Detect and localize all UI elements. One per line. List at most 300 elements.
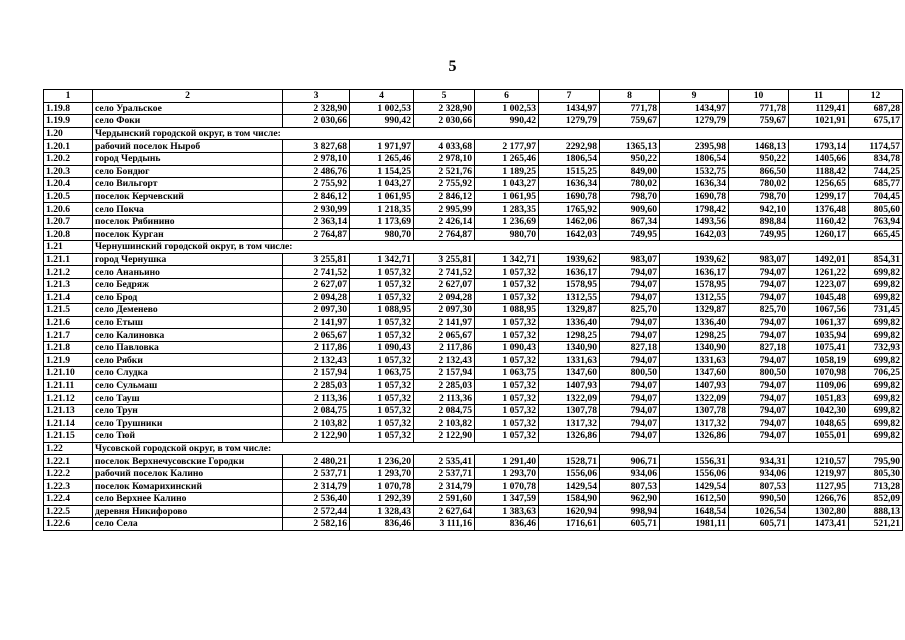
value-cell: 1256,65 xyxy=(789,178,849,191)
value-cell: 2 285,03 xyxy=(414,379,475,392)
value-cell: 962,90 xyxy=(600,493,660,506)
value-cell: 2 157,94 xyxy=(283,367,350,380)
value-cell: 2 065,67 xyxy=(283,329,350,342)
value-cell: 1 383,63 xyxy=(475,505,539,518)
value-cell: 1 236,69 xyxy=(475,215,539,228)
value-cell: 1 342,71 xyxy=(350,253,414,266)
table-row xyxy=(44,404,903,417)
settlement-name-cell: село Фоки xyxy=(93,115,283,128)
value-cell: 794,07 xyxy=(729,379,789,392)
settlement-name-cell: село Деменево xyxy=(93,304,283,317)
settlement-name-cell: село Вильгорт xyxy=(93,178,283,191)
value-cell: 699,82 xyxy=(849,392,903,405)
row-number-cell: 1.21.12 xyxy=(44,392,93,405)
table-row xyxy=(44,392,903,405)
value-cell: 1556,06 xyxy=(539,467,600,480)
value-cell: 794,07 xyxy=(729,354,789,367)
row-number-cell: 1.21.15 xyxy=(44,430,93,443)
value-cell: 1317,32 xyxy=(539,417,600,430)
row-number-cell: 1.22.4 xyxy=(44,493,93,506)
value-cell: 1 189,25 xyxy=(475,165,539,178)
value-cell: 1129,41 xyxy=(789,102,849,115)
value-cell: 2 113,36 xyxy=(283,392,350,405)
value-cell: 836,46 xyxy=(475,518,539,531)
value-cell: 1331,63 xyxy=(660,354,729,367)
value-cell: 706,25 xyxy=(849,367,903,380)
value-cell: 685,77 xyxy=(849,178,903,191)
value-cell: 1 328,43 xyxy=(350,505,414,518)
value-cell: 794,07 xyxy=(600,392,660,405)
value-cell: 1 090,43 xyxy=(475,341,539,354)
table-header-row xyxy=(44,90,903,103)
value-cell: 1 218,35 xyxy=(350,203,414,216)
value-cell: 1261,22 xyxy=(789,266,849,279)
value-cell: 687,28 xyxy=(849,102,903,115)
row-number-cell: 1.20.5 xyxy=(44,190,93,203)
value-cell: 2 122,90 xyxy=(283,430,350,443)
value-cell: 1347,60 xyxy=(539,367,600,380)
row-number-cell: 1.21.14 xyxy=(44,417,93,430)
value-cell: 1532,75 xyxy=(660,165,729,178)
value-cell: 909,60 xyxy=(600,203,660,216)
value-cell: 798,70 xyxy=(600,190,660,203)
value-cell: 1 265,46 xyxy=(475,152,539,165)
table-row xyxy=(44,102,903,115)
value-cell: 1 293,70 xyxy=(350,467,414,480)
table-row xyxy=(44,480,903,493)
value-cell: 1 057,32 xyxy=(475,392,539,405)
value-cell: 1 070,78 xyxy=(350,480,414,493)
value-cell: 805,30 xyxy=(849,467,903,480)
row-number-cell: 1.20.1 xyxy=(44,140,93,153)
value-cell: 1109,06 xyxy=(789,379,849,392)
value-cell: 1515,25 xyxy=(539,165,600,178)
value-cell: 1340,90 xyxy=(539,341,600,354)
value-cell: 798,70 xyxy=(729,190,789,203)
value-cell: 2 157,94 xyxy=(414,367,475,380)
value-cell: 605,71 xyxy=(729,518,789,531)
value-cell: 2 846,12 xyxy=(414,190,475,203)
value-cell: 1347,60 xyxy=(660,367,729,380)
table-row xyxy=(44,304,903,317)
value-cell: 1 057,32 xyxy=(475,278,539,291)
value-cell: 1636,17 xyxy=(539,266,600,279)
column-header-2: 2 xyxy=(93,90,283,103)
value-cell: 1331,63 xyxy=(539,354,600,367)
value-cell: 794,07 xyxy=(729,316,789,329)
value-cell: 1266,76 xyxy=(789,493,849,506)
value-cell: 1434,97 xyxy=(539,102,600,115)
value-cell: 1493,56 xyxy=(660,215,729,228)
value-cell: 1690,78 xyxy=(539,190,600,203)
column-header-11: 11 xyxy=(789,90,849,103)
table-row xyxy=(44,316,903,329)
settlement-name-cell: село Ананьино xyxy=(93,266,283,279)
value-cell: 1058,19 xyxy=(789,354,849,367)
value-cell: 1 061,95 xyxy=(350,190,414,203)
row-number-cell: 1.22 xyxy=(44,442,93,455)
row-number-cell: 1.21.11 xyxy=(44,379,93,392)
value-cell: 1 057,32 xyxy=(350,266,414,279)
value-cell: 2 122,90 xyxy=(414,430,475,443)
value-cell: 1210,57 xyxy=(789,455,849,468)
value-cell: 1806,54 xyxy=(539,152,600,165)
value-cell: 1468,13 xyxy=(729,140,789,153)
value-cell: 1326,86 xyxy=(539,430,600,443)
value-cell: 934,06 xyxy=(600,467,660,480)
value-cell: 699,82 xyxy=(849,379,903,392)
table-row xyxy=(44,505,903,518)
row-number-cell: 1.22.6 xyxy=(44,518,93,531)
value-cell: 699,82 xyxy=(849,430,903,443)
value-cell: 3 255,81 xyxy=(414,253,475,266)
settlement-name-cell: рабочий поселок Ныроб xyxy=(93,140,283,153)
value-cell: 1 061,95 xyxy=(475,190,539,203)
value-cell: 2 030,66 xyxy=(283,115,350,128)
value-cell: 1 043,27 xyxy=(475,178,539,191)
value-cell: 1 057,32 xyxy=(475,430,539,443)
value-cell: 1336,40 xyxy=(539,316,600,329)
value-cell: 2 627,07 xyxy=(414,278,475,291)
value-cell: 2 426,14 xyxy=(414,215,475,228)
value-cell: 1 236,20 xyxy=(350,455,414,468)
value-cell: 699,82 xyxy=(849,329,903,342)
value-cell: 942,10 xyxy=(729,203,789,216)
value-cell: 2395,98 xyxy=(660,140,729,153)
value-cell: 1299,17 xyxy=(789,190,849,203)
settlement-name-cell: село Покча xyxy=(93,203,283,216)
value-cell: 1473,41 xyxy=(789,518,849,531)
value-cell: 2 117,86 xyxy=(283,341,350,354)
value-cell: 699,82 xyxy=(849,291,903,304)
value-cell: 1578,95 xyxy=(539,278,600,291)
value-cell: 749,95 xyxy=(729,228,789,241)
value-cell: 800,50 xyxy=(729,367,789,380)
value-cell: 950,22 xyxy=(729,152,789,165)
table-row xyxy=(44,228,903,241)
settlement-name-cell: село Рябки xyxy=(93,354,283,367)
value-cell: 2 103,82 xyxy=(283,417,350,430)
value-cell: 3 827,68 xyxy=(283,140,350,153)
value-cell: 2 314,79 xyxy=(414,480,475,493)
value-cell: 699,82 xyxy=(849,316,903,329)
value-cell: 990,42 xyxy=(350,115,414,128)
table-row xyxy=(44,178,903,191)
value-cell: 794,07 xyxy=(600,354,660,367)
value-cell: 2 132,43 xyxy=(414,354,475,367)
column-header-9: 9 xyxy=(660,90,729,103)
value-cell: 1690,78 xyxy=(660,190,729,203)
value-cell: 2 755,92 xyxy=(414,178,475,191)
value-cell: 1434,97 xyxy=(660,102,729,115)
value-cell: 1620,94 xyxy=(539,505,600,518)
section-row xyxy=(44,442,903,455)
settlement-name-cell: город Чернушка xyxy=(93,253,283,266)
table-row xyxy=(44,291,903,304)
value-cell: 1298,25 xyxy=(539,329,600,342)
row-number-cell: 1.22.1 xyxy=(44,455,93,468)
value-cell: 704,45 xyxy=(849,190,903,203)
section-row xyxy=(44,241,903,254)
value-cell: 2 084,75 xyxy=(414,404,475,417)
value-cell: 1188,42 xyxy=(789,165,849,178)
value-cell: 1298,25 xyxy=(660,329,729,342)
value-cell: 1035,94 xyxy=(789,329,849,342)
value-cell: 1 088,95 xyxy=(350,304,414,317)
value-cell: 1026,54 xyxy=(729,505,789,518)
value-cell: 794,07 xyxy=(729,266,789,279)
settlement-name-cell: село Етыш xyxy=(93,316,283,329)
value-cell: 805,60 xyxy=(849,203,903,216)
value-cell: 794,07 xyxy=(600,329,660,342)
value-cell: 771,78 xyxy=(600,102,660,115)
settlement-name-cell: село Павловка xyxy=(93,341,283,354)
value-cell: 794,07 xyxy=(729,430,789,443)
value-cell: 1 173,69 xyxy=(350,215,414,228)
table-row xyxy=(44,329,903,342)
value-cell: 1051,83 xyxy=(789,392,849,405)
row-number-cell: 1.22.2 xyxy=(44,467,93,480)
column-header-6: 6 xyxy=(475,90,539,103)
settlement-name-cell: село Калиновка xyxy=(93,329,283,342)
value-cell: 1042,30 xyxy=(789,404,849,417)
value-cell: 983,07 xyxy=(600,253,660,266)
value-cell: 827,18 xyxy=(729,341,789,354)
value-cell: 1636,34 xyxy=(660,178,729,191)
table-row xyxy=(44,152,903,165)
value-cell: 2 141,97 xyxy=(414,316,475,329)
value-cell: 2 521,76 xyxy=(414,165,475,178)
value-cell: 825,70 xyxy=(600,304,660,317)
value-cell: 2 741,52 xyxy=(283,266,350,279)
value-cell: 759,67 xyxy=(600,115,660,128)
value-cell: 906,71 xyxy=(600,455,660,468)
row-number-cell: 1.21.8 xyxy=(44,341,93,354)
value-cell: 699,82 xyxy=(849,278,903,291)
value-cell: 2 117,86 xyxy=(414,341,475,354)
value-cell: 1219,97 xyxy=(789,467,849,480)
table-row xyxy=(44,467,903,480)
table-row xyxy=(44,430,903,443)
table-row xyxy=(44,518,903,531)
settlement-name-cell: поселок Верхнечусовские Городки xyxy=(93,455,283,468)
table-row xyxy=(44,417,903,430)
table-row xyxy=(44,115,903,128)
row-number-cell: 1.21.5 xyxy=(44,304,93,317)
value-cell: 1 063,75 xyxy=(350,367,414,380)
settlement-name-cell: село Сульмаш xyxy=(93,379,283,392)
value-cell: 2 572,44 xyxy=(283,505,350,518)
row-number-cell: 1.20.8 xyxy=(44,228,93,241)
value-cell: 2 627,07 xyxy=(283,278,350,291)
value-cell: 2 582,16 xyxy=(283,518,350,531)
value-cell: 1 057,32 xyxy=(350,379,414,392)
table-row xyxy=(44,341,903,354)
value-cell: 1 283,35 xyxy=(475,203,539,216)
value-cell: 794,07 xyxy=(729,329,789,342)
value-cell: 2 103,82 xyxy=(414,417,475,430)
value-cell: 521,21 xyxy=(849,518,903,531)
value-cell: 1939,62 xyxy=(660,253,729,266)
value-cell: 1 057,32 xyxy=(475,329,539,342)
value-cell: 854,31 xyxy=(849,253,903,266)
value-cell: 1340,90 xyxy=(660,341,729,354)
value-cell: 1322,09 xyxy=(539,392,600,405)
value-cell: 675,17 xyxy=(849,115,903,128)
value-cell: 807,53 xyxy=(729,480,789,493)
value-cell: 998,94 xyxy=(600,505,660,518)
value-cell: 1 057,32 xyxy=(350,354,414,367)
value-cell: 2 113,36 xyxy=(414,392,475,405)
value-cell: 888,13 xyxy=(849,505,903,518)
value-cell: 1329,87 xyxy=(539,304,600,317)
row-number-cell: 1.21 xyxy=(44,241,93,254)
value-cell: 1260,17 xyxy=(789,228,849,241)
value-cell: 2 537,71 xyxy=(414,467,475,480)
value-cell: 1612,50 xyxy=(660,493,729,506)
value-cell: 731,45 xyxy=(849,304,903,317)
value-cell: 3 255,81 xyxy=(283,253,350,266)
value-cell: 1556,06 xyxy=(660,467,729,480)
value-cell: 1 057,32 xyxy=(350,404,414,417)
value-cell: 1 057,32 xyxy=(350,417,414,430)
value-cell: 1578,95 xyxy=(660,278,729,291)
table-body xyxy=(44,90,903,531)
value-cell: 1160,42 xyxy=(789,215,849,228)
value-cell: 794,07 xyxy=(729,417,789,430)
value-cell: 4 033,68 xyxy=(414,140,475,153)
value-cell: 800,50 xyxy=(600,367,660,380)
value-cell: 1 057,32 xyxy=(475,354,539,367)
row-number-cell: 1.22.3 xyxy=(44,480,93,493)
value-cell: 1279,79 xyxy=(539,115,600,128)
value-cell: 1 265,46 xyxy=(350,152,414,165)
value-cell: 1322,09 xyxy=(660,392,729,405)
table-row xyxy=(44,190,903,203)
value-cell: 1636,17 xyxy=(660,266,729,279)
settlement-name-cell: село Тауш xyxy=(93,392,283,405)
value-cell: 1279,79 xyxy=(660,115,729,128)
settlement-name-cell: село Брод xyxy=(93,291,283,304)
value-cell: 2 328,90 xyxy=(283,102,350,115)
value-cell: 1648,54 xyxy=(660,505,729,518)
value-cell: 1 057,32 xyxy=(475,379,539,392)
value-cell: 2 764,87 xyxy=(414,228,475,241)
value-cell: 1174,57 xyxy=(849,140,903,153)
value-cell: 2 084,75 xyxy=(283,404,350,417)
value-cell: 2292,98 xyxy=(539,140,600,153)
value-cell: 898,84 xyxy=(729,215,789,228)
section-title-cell: Чердынский городской округ, в том числе: xyxy=(93,127,903,140)
value-cell: 2 537,71 xyxy=(283,467,350,480)
table-row xyxy=(44,203,903,216)
value-cell: 2 097,30 xyxy=(283,304,350,317)
value-cell: 794,07 xyxy=(600,404,660,417)
value-cell: 1307,78 xyxy=(539,404,600,417)
value-cell: 1 057,32 xyxy=(350,316,414,329)
settlement-name-cell: поселок Комарихинский xyxy=(93,480,283,493)
value-cell: 794,07 xyxy=(729,404,789,417)
value-cell: 1312,55 xyxy=(660,291,729,304)
value-cell: 794,07 xyxy=(729,278,789,291)
value-cell: 1642,03 xyxy=(539,228,600,241)
value-cell: 1636,34 xyxy=(539,178,600,191)
value-cell: 763,94 xyxy=(849,215,903,228)
value-cell: 794,07 xyxy=(600,278,660,291)
value-cell: 2 285,03 xyxy=(283,379,350,392)
value-cell: 744,25 xyxy=(849,165,903,178)
settlement-name-cell: поселок Курган xyxy=(93,228,283,241)
row-number-cell: 1.20.2 xyxy=(44,152,93,165)
value-cell: 1462,06 xyxy=(539,215,600,228)
value-cell: 1302,80 xyxy=(789,505,849,518)
table-row xyxy=(44,278,903,291)
row-number-cell: 1.21.6 xyxy=(44,316,93,329)
value-cell: 1407,93 xyxy=(660,379,729,392)
value-cell: 980,70 xyxy=(350,228,414,241)
value-cell: 807,53 xyxy=(600,480,660,493)
value-cell: 834,78 xyxy=(849,152,903,165)
value-cell: 1939,62 xyxy=(539,253,600,266)
settlement-name-cell: село Бондюг xyxy=(93,165,283,178)
value-cell: 2 978,10 xyxy=(414,152,475,165)
row-number-cell: 1.22.5 xyxy=(44,505,93,518)
value-cell: 2 094,28 xyxy=(414,291,475,304)
value-cell: 1584,90 xyxy=(539,493,600,506)
row-number-cell: 1.19.9 xyxy=(44,115,93,128)
table-row xyxy=(44,253,903,266)
value-cell: 1365,13 xyxy=(600,140,660,153)
row-number-cell: 1.21.4 xyxy=(44,291,93,304)
value-cell: 1048,65 xyxy=(789,417,849,430)
value-cell: 713,28 xyxy=(849,480,903,493)
value-cell: 1312,55 xyxy=(539,291,600,304)
value-cell: 2 097,30 xyxy=(414,304,475,317)
value-cell: 2 363,14 xyxy=(283,215,350,228)
value-cell: 2 846,12 xyxy=(283,190,350,203)
value-cell: 794,07 xyxy=(600,379,660,392)
value-cell: 1556,31 xyxy=(660,455,729,468)
table-row xyxy=(44,493,903,506)
value-cell: 2 741,52 xyxy=(414,266,475,279)
value-cell: 1 063,75 xyxy=(475,367,539,380)
value-cell: 866,50 xyxy=(729,165,789,178)
table-row xyxy=(44,367,903,380)
value-cell: 605,71 xyxy=(600,518,660,531)
value-cell: 1798,42 xyxy=(660,203,729,216)
value-cell: 794,07 xyxy=(600,291,660,304)
value-cell: 1326,86 xyxy=(660,430,729,443)
value-cell: 794,07 xyxy=(729,392,789,405)
value-cell: 950,22 xyxy=(600,152,660,165)
settlement-name-cell: город Чердынь xyxy=(93,152,283,165)
value-cell: 990,50 xyxy=(729,493,789,506)
settlement-name-cell: деревня Никифорово xyxy=(93,505,283,518)
value-cell: 1642,03 xyxy=(660,228,729,241)
value-cell: 665,45 xyxy=(849,228,903,241)
value-cell: 699,82 xyxy=(849,404,903,417)
value-cell: 1 057,32 xyxy=(475,316,539,329)
value-cell: 1429,54 xyxy=(660,480,729,493)
settlement-name-cell: село Села xyxy=(93,518,283,531)
value-cell: 1981,11 xyxy=(660,518,729,531)
value-cell: 1 043,27 xyxy=(350,178,414,191)
value-cell: 2 328,90 xyxy=(414,102,475,115)
value-cell: 825,70 xyxy=(729,304,789,317)
value-cell: 2 930,99 xyxy=(283,203,350,216)
value-cell: 780,02 xyxy=(600,178,660,191)
value-cell: 699,82 xyxy=(849,266,903,279)
